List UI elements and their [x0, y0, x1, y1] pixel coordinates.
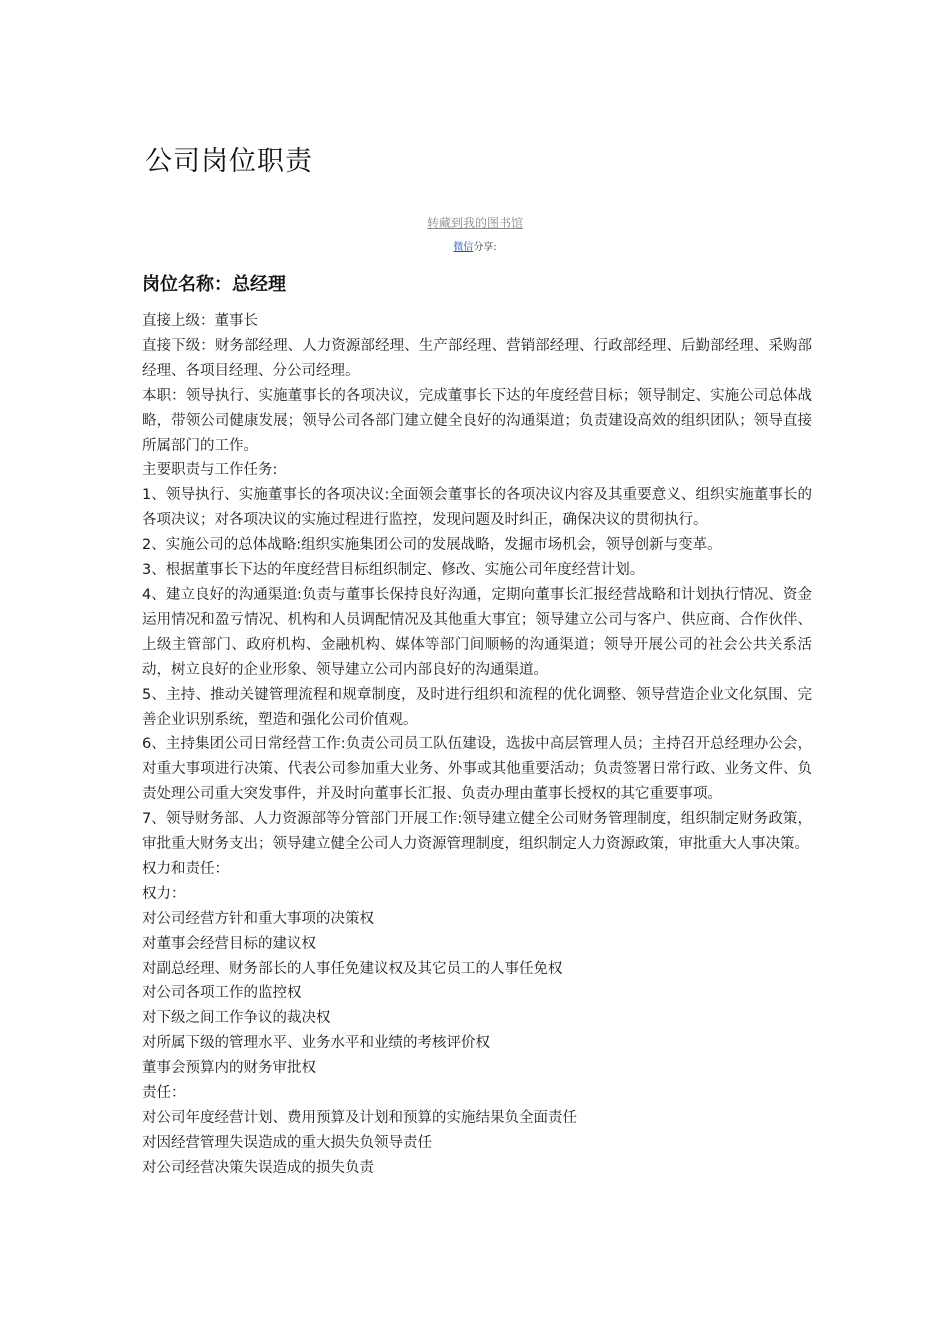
body-paragraph: 对下级之间工作争议的裁决权 [142, 1010, 331, 1027]
body-paragraph: 权力： [142, 885, 186, 902]
body-paragraph: 对公司经营决策失误造成的损失负责 [142, 1159, 374, 1176]
page-title: 公司岗位职责 [145, 146, 313, 177]
body-paragraph: 5、主持、推动关键管理流程和规章制度，及时进行组织和流程的优化调整、领导营造企业文化氛围、完善企业识别系统，塑造和强化公司价值观。 [142, 686, 812, 728]
document-body [142, 309, 812, 1181]
body-paragraph: 直接下级：财务部经理、人力资源部经理、生产部经理、营销部经理、行政部经理、后勤部经理、采购部经理、各项目经理、分公司经理。 [142, 337, 812, 379]
body-paragraph: 主要职责与工作任务: [142, 462, 278, 479]
body-paragraph: 3、根据董事长下达的年度经营目标组织制定、修改、实施公司年度经营计划。 [142, 562, 645, 579]
share-label: 分享: [473, 242, 497, 253]
body-paragraph: 6、主持集团公司日常经营工作:负责公司员工队伍建设，选拔中高层管理人员；主持召开总经理办公会，对重大事项进行决策、代表公司参加重大业务、外事或其他重要活动；负责签署日常行政、业务文件、负责处理公司重大突发事件，并及时向董事长汇报、负责办理由董事长授权的其它重要事项。 [142, 736, 812, 803]
body-paragraph: 对因经营管理失误造成的重大损失负领导责任 [142, 1134, 432, 1151]
body-paragraph: 权力和责任： [142, 860, 229, 877]
body-paragraph: 责任： [142, 1085, 186, 1102]
position-heading: 岗位名称：总经理 [142, 274, 286, 295]
body-paragraph: 本职：领导执行、实施董事长的各项决议，完成董事长下达的年度经营目标；领导制定、实施公司总体战略，带领公司健康发展；领导公司各部门建立健全良好的沟通渠道；负责建设高效的组织团队；领导直接所属部门的工作。 [142, 387, 812, 454]
save-to-library-link[interactable]: 转藏到我的图书馆 [426, 216, 523, 230]
body-paragraph: 7、领导财务部、人力资源部等分管部门开展工作:领导建立健全公司财务管理制度，组织制定财务政策，审批重大财务支出；领导建立健全公司人力资源管理制度，组织制定人力资源政策，审批重大人事决策。 [142, 811, 812, 853]
body-paragraph: 1、领导执行、实施董事长的各项决议:全面领会董事长的各项决议内容及其重要意义、组织实施董事长的各项决议；对各项决议的实施过程进行监控，发现问题及时纠正，确保决议的贯彻执行。 [142, 487, 812, 529]
body-paragraph: 对董事会经营目标的建议权 [142, 935, 316, 952]
wechat-share-link[interactable]: 微信 [453, 242, 474, 253]
body-paragraph: 4、建立良好的沟通渠道:负责与董事长保持良好沟通，定期向董事长汇报经营战略和计划执行情况、资金运用情况和盈亏情况、机构和人员调配情况及其他重大事宜；领导建立公司与客户、供应商、合作伙伴、上级主管部门、政府机构、金融机构、媒体等部门间顺畅的沟通渠道；领导开展公司的社会公共关系活动，树立良好的企业形象、领导建立公司内部良好的沟通渠道。 [142, 586, 812, 678]
body-paragraph: 对公司经营方针和重大事项的决策权 [142, 910, 374, 927]
body-paragraph: 直接上级：董事长 [142, 313, 258, 329]
share-line [0, 240, 950, 256]
body-paragraph: 对副总经理、财务部长的人事任免建议权及其它员工的人事任免权 [142, 960, 563, 977]
body-paragraph: 对公司年度经营计划、费用预算及计划和预算的实施结果负全面责任 [142, 1110, 577, 1126]
body-paragraph: 董事会预算内的财务审批权 [142, 1060, 316, 1077]
body-paragraph: 对所属下级的管理水平、业务水平和业绩的考核评价权 [142, 1035, 490, 1052]
body-paragraph: 2、实施公司的总体战略:组织实施集团公司的发展战略，发掘市场机会，领导创新与变革。 [142, 537, 722, 554]
body-paragraph: 对公司各项工作的监控权 [142, 985, 302, 1002]
